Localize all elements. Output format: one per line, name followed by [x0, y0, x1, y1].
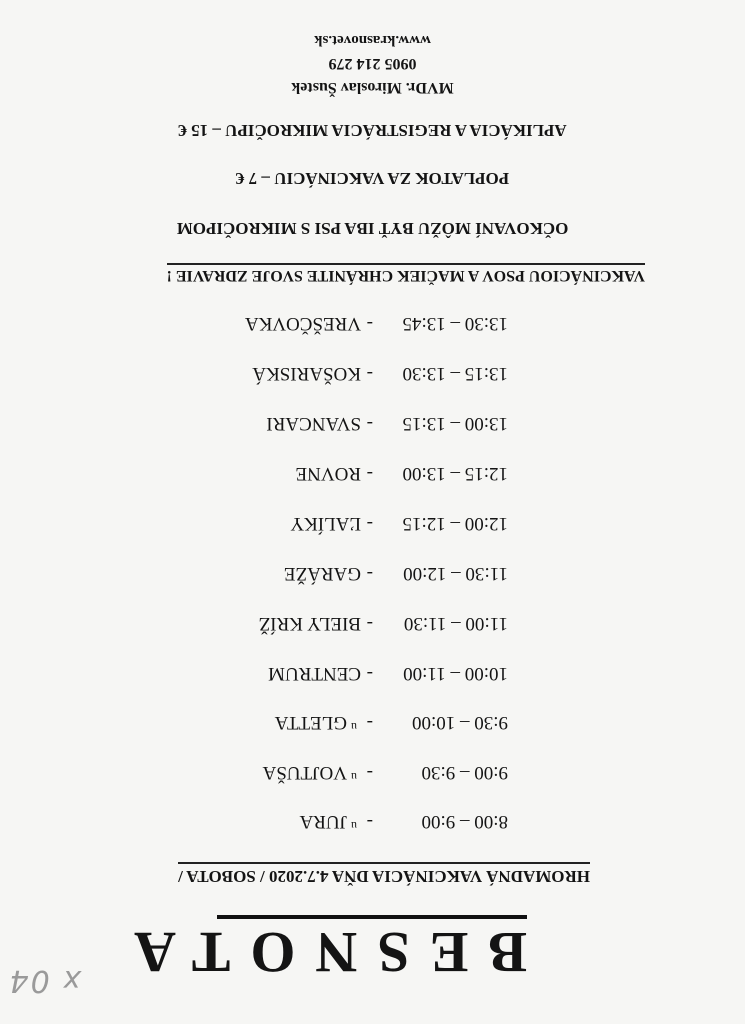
info-line: APLIKÁCIA A REGISTRÁCIA MIKROČIPU – 15 €: [178, 121, 567, 140]
title-underline: [217, 915, 527, 919]
schedule-time: 13:00 – 13:15: [402, 413, 508, 434]
schedule-marker: u: [351, 819, 357, 833]
schedule-row: 8:00 – 9:00-$^u$JURA: [299, 811, 508, 833]
schedule-time: 11:00 – 11:30: [403, 613, 508, 634]
schedule-place: ROVNE: [295, 463, 361, 484]
info-line: OČKOVANÍ MÔŽU BYŤ IBA PSI S MIKROČIPOM: [176, 219, 569, 238]
info-header: VAKCINÁCIOU PSOV A MAČIEK CHRÁNITE SVOJE ZDRAVIE !: [167, 263, 645, 284]
schedule-place: CENTRUM: [268, 663, 361, 684]
handwritten-note: x 04: [7, 963, 81, 998]
schedule-place: VOJTUŠA: [262, 762, 347, 783]
schedule-row: 9:30 – 10:00-$^u$GLETTA: [274, 712, 508, 734]
website-url: www.krasnovet.sk: [314, 32, 431, 48]
schedule-row: 11:30 – 12:00-GARÁŽE: [283, 563, 508, 584]
schedule-place: VREŠČOVKA: [244, 313, 361, 334]
schedule-marker: u: [351, 770, 357, 784]
schedule-place: JURA: [299, 811, 347, 832]
schedule-row: 13:30 – 13:45-VREŠČOVKA: [244, 313, 508, 334]
page-title: BESNOTA: [114, 920, 527, 985]
schedule-time: 12:15 – 13:00: [402, 463, 508, 484]
schedule-time: 10:00 – 11:00: [403, 663, 508, 684]
info-line: POPLATOK ZA VAKCINÁCIU – 7 €: [235, 169, 510, 188]
schedule-time: 12:00 – 12:15: [402, 513, 508, 534]
schedule-row: 12:15 – 13:00-ROVNE: [295, 463, 508, 484]
schedule-place: GLETTA: [274, 712, 347, 733]
schedule-row: 13:00 – 13:15-SVANCARI: [266, 413, 508, 434]
schedule-row: 9:00 – 9:30-$^u$VOJTUŠA: [262, 762, 508, 784]
schedule-place: ĽALÍKY: [290, 513, 361, 534]
schedule-time: 13:30 – 13:45: [402, 313, 508, 334]
phone-number: 0905 214 279: [328, 55, 417, 72]
schedule-time: 9:00 – 9:30: [421, 762, 508, 783]
schedule-time: 8:00 – 9:00: [421, 811, 508, 832]
schedule-row: 12:00 – 12:15-ĽALÍKY: [290, 513, 508, 534]
schedule-place: GARÁŽE: [283, 563, 361, 584]
event-subtitle: HROMADNÁ VAKCINÁCIA DŇA 4.7.2020 / SOBOTA /: [178, 862, 590, 886]
schedule-marker: u: [351, 720, 357, 734]
vet-name: MVDr. Miroslav Šustek: [291, 79, 454, 96]
schedule-time: 11:30 – 12:00: [403, 563, 508, 584]
schedule-row: 13:15 – 13:30-KOŠARISKÁ: [252, 363, 508, 384]
schedule-place: BIELY KRÍŽ: [258, 613, 361, 634]
schedule-place: SVANCARI: [266, 413, 361, 434]
schedule-place: KOŠARISKÁ: [252, 363, 361, 384]
schedule-row: 11:00 – 11:30-BIELY KRÍŽ: [258, 613, 508, 634]
schedule-time: 13:15 – 13:30: [402, 363, 508, 384]
schedule-time: 9:30 – 10:00: [411, 712, 508, 733]
schedule-row: 10:00 – 11:00-CENTRUM: [268, 663, 508, 684]
